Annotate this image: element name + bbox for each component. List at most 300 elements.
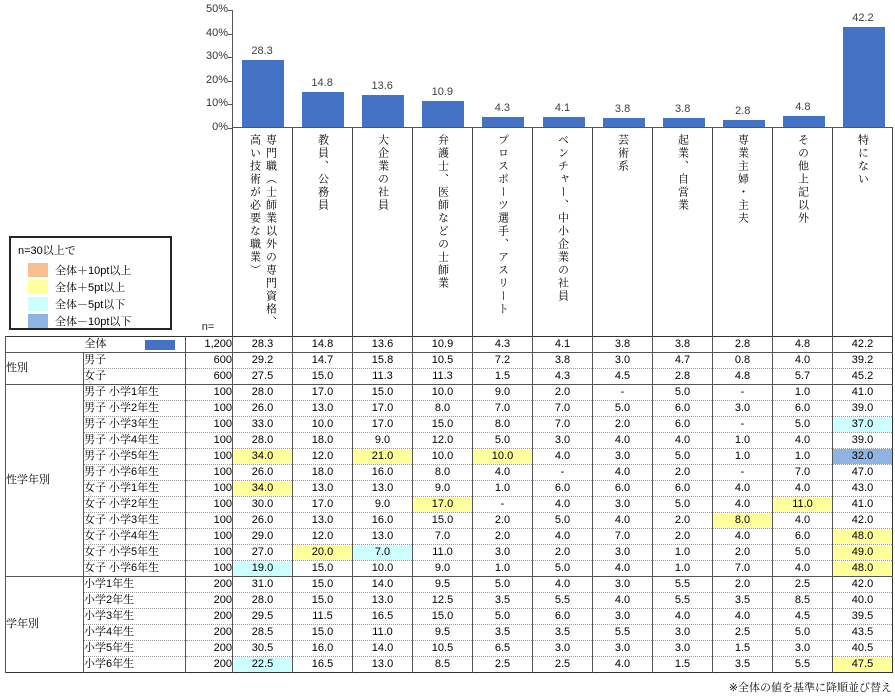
table-row	[6, 561, 893, 577]
value-cell: 2.0	[653, 465, 713, 481]
value-cell: 6.0	[653, 401, 713, 417]
value-cell: 47.5	[833, 657, 893, 673]
bar-value-label: 4.8	[795, 100, 811, 113]
value-cell: 48.0	[833, 529, 893, 545]
value-cell: 7.0	[533, 417, 593, 433]
value-cell: 4.0	[473, 465, 533, 481]
value-cell: 4.3	[473, 337, 533, 353]
value-cell: 1.5	[473, 369, 533, 385]
value-cell: 15.0	[293, 369, 353, 385]
n-cell: 200	[186, 657, 233, 673]
value-cell: 13.0	[353, 657, 413, 673]
value-cell: 11.0	[353, 625, 413, 641]
value-cell: 18.0	[293, 465, 353, 481]
category-label: 教員、公務員	[316, 134, 329, 212]
n-cell: 100	[186, 385, 233, 401]
category-cell	[712, 128, 772, 336]
value-cell: 7.0	[413, 529, 473, 545]
value-cell: -	[593, 385, 653, 401]
value-cell: 29.0	[233, 529, 293, 545]
value-cell: 2.0	[593, 417, 653, 433]
n-equals-label: n=	[201, 321, 215, 333]
value-cell: 16.5	[293, 657, 353, 673]
bar-value-label: 3.8	[675, 103, 691, 116]
value-cell: 1.5	[653, 657, 713, 673]
legend-label: 全体＋10pt以上	[55, 264, 132, 277]
legend-label: 全体＋5pt以上	[55, 281, 126, 294]
value-cell: 9.0	[353, 433, 413, 449]
row-label-cell: 男子 小学2年生	[84, 401, 186, 417]
row-label-cell: 男子	[84, 353, 186, 369]
row-label-cell: 女子 小学5年生	[84, 545, 186, 561]
bar-value-label: 3.8	[614, 103, 631, 116]
value-cell: 5.7	[773, 369, 833, 385]
value-cell: 12.0	[413, 433, 473, 449]
category-label: ベンチャー、中小企業の社員	[556, 134, 569, 303]
value-cell: 10.9	[413, 337, 473, 353]
value-cell: 28.0	[233, 593, 293, 609]
legend-label: 全体－10pt以下	[55, 315, 132, 328]
value-cell: 9.5	[413, 625, 473, 641]
bar-value-label: 13.6	[371, 79, 393, 92]
legend-swatch	[28, 297, 48, 311]
row-label-cell: 小学3年生	[84, 609, 186, 625]
value-cell: 5.5	[773, 657, 833, 673]
value-cell: 34.0	[233, 449, 293, 465]
value-cell: 42.0	[833, 577, 893, 593]
value-cell: 49.0	[833, 545, 893, 561]
value-cell: 26.0	[233, 465, 293, 481]
row-label-cell: 小学4年生	[84, 625, 186, 641]
legend-swatch	[28, 314, 48, 328]
footnote: ※全体の値を基準に降順並び替え	[728, 682, 892, 694]
value-cell: 2.0	[653, 529, 713, 545]
value-cell: 3.0	[533, 433, 593, 449]
value-cell: 27.5	[233, 369, 293, 385]
bar-value-label: 10.9	[431, 86, 454, 99]
value-cell: 3.0	[773, 641, 833, 657]
value-cell: 3.5	[713, 657, 773, 673]
table-row	[6, 577, 893, 593]
data-table	[5, 336, 893, 673]
row-label-cell: 女子	[84, 369, 186, 385]
value-cell: 8.0	[413, 465, 473, 481]
value-cell: 2.8	[653, 369, 713, 385]
category-label: プロスポーツ選手、アスリート	[496, 134, 509, 316]
n-cell: 100	[186, 529, 233, 545]
value-cell: 4.8	[773, 337, 833, 353]
value-cell: 42.2	[833, 337, 893, 353]
value-cell: 5.0	[653, 449, 713, 465]
value-cell: 9.0	[473, 385, 533, 401]
value-cell: -	[533, 465, 593, 481]
row-label-cell: 小学1年生	[84, 577, 186, 593]
bar	[482, 117, 524, 127]
value-cell: 5.0	[773, 545, 833, 561]
category-cell	[532, 128, 592, 336]
value-cell: 3.5	[533, 625, 593, 641]
value-cell: 10.0	[413, 449, 473, 465]
category-label: 芸術系	[616, 134, 629, 173]
value-cell: 14.0	[353, 641, 413, 657]
row-label-cell: 女子 小学3年生	[84, 513, 186, 529]
value-cell: 6.0	[773, 529, 833, 545]
value-cell: 20.0	[293, 545, 353, 561]
n-cell: 100	[186, 465, 233, 481]
value-cell: 4.5	[593, 369, 653, 385]
value-cell: 2.0	[473, 529, 533, 545]
table-row	[6, 433, 893, 449]
value-cell: 5.0	[653, 497, 713, 513]
value-cell: 12.0	[293, 529, 353, 545]
value-cell: 2.5	[713, 625, 773, 641]
value-cell: 11.0	[413, 545, 473, 561]
category-label: その他上記以外	[796, 134, 809, 225]
row-label-cell: 女子 小学1年生	[84, 481, 186, 497]
value-cell: 13.0	[293, 481, 353, 497]
legend-title: n=30以上で	[18, 245, 76, 257]
value-cell: 48.0	[833, 561, 893, 577]
table-row	[6, 497, 893, 513]
y-tick-mark	[228, 57, 232, 58]
value-cell: 1.0	[713, 449, 773, 465]
value-cell: 5.5	[653, 577, 713, 593]
n-cell: 1,200	[186, 337, 233, 353]
value-cell: 5.0	[773, 625, 833, 641]
value-cell: 3.5	[713, 593, 773, 609]
value-cell: 15.0	[293, 561, 353, 577]
category-cell	[232, 128, 292, 336]
n-cell: 100	[186, 545, 233, 561]
value-cell: 39.5	[833, 609, 893, 625]
n-cell: 200	[186, 641, 233, 657]
value-cell: 17.0	[353, 417, 413, 433]
value-cell: 9.5	[413, 577, 473, 593]
value-cell: 8.5	[773, 593, 833, 609]
value-cell: 2.0	[473, 513, 533, 529]
value-cell: 1.0	[713, 433, 773, 449]
value-cell: 30.5	[233, 641, 293, 657]
value-cell: -	[713, 465, 773, 481]
y-tick-label: 30%	[205, 50, 228, 63]
row-label-cell: 女子 小学4年生	[84, 529, 186, 545]
value-cell: 3.0	[593, 545, 653, 561]
y-tick-mark	[228, 10, 232, 11]
value-cell: 10.5	[413, 353, 473, 369]
value-cell: 7.0	[593, 529, 653, 545]
bar-value-label: 4.1	[554, 102, 571, 115]
value-cell: 10.0	[353, 561, 413, 577]
table-row	[6, 545, 893, 561]
value-cell: 3.0	[473, 545, 533, 561]
value-cell: 4.0	[593, 465, 653, 481]
legend-box	[9, 236, 172, 330]
value-cell: 4.0	[653, 433, 713, 449]
value-cell: 10.0	[413, 385, 473, 401]
value-cell: 26.0	[233, 401, 293, 417]
value-cell: 47.0	[833, 465, 893, 481]
table-row	[6, 657, 893, 673]
value-cell: 6.0	[533, 481, 593, 497]
category-cell	[652, 128, 712, 336]
category-label: 弁護士、医師などの士師業	[436, 134, 449, 290]
value-cell: 5.0	[533, 513, 593, 529]
value-cell: 28.3	[233, 337, 293, 353]
table-row	[6, 481, 893, 497]
category-axis	[232, 128, 893, 336]
value-cell: -	[713, 385, 773, 401]
value-cell: 4.0	[533, 497, 593, 513]
bar-value-label: 2.8	[735, 105, 751, 118]
value-cell: 2.5	[533, 657, 593, 673]
value-cell: 4.0	[713, 481, 773, 497]
value-cell: 7.0	[473, 401, 533, 417]
value-cell: 6.0	[653, 481, 713, 497]
value-cell: 5.0	[473, 433, 533, 449]
value-cell: 2.8	[713, 337, 773, 353]
value-cell: 1.0	[653, 561, 713, 577]
legend-swatch	[28, 263, 48, 277]
value-cell: 7.0	[713, 561, 773, 577]
value-cell: 17.0	[353, 401, 413, 417]
row-label-cell: 小学5年生	[84, 641, 186, 657]
value-cell: 2.0	[713, 545, 773, 561]
bar	[723, 120, 765, 127]
legend-item	[28, 296, 166, 311]
legend-item	[28, 279, 166, 294]
value-cell: 8.5	[413, 657, 473, 673]
value-cell: 21.0	[353, 449, 413, 465]
group-cell: 性学年別	[6, 385, 84, 577]
row-label-cell: 男子 小学3年生	[84, 417, 186, 433]
value-cell: 29.5	[233, 609, 293, 625]
value-cell: 5.5	[653, 593, 713, 609]
y-tick-label: 40%	[205, 26, 228, 39]
y-tick-mark	[228, 104, 232, 105]
row-label-cell: 小学6年生	[84, 657, 186, 673]
value-cell: 2.0	[533, 545, 593, 561]
row-label-cell: 男子 小学4年生	[84, 433, 186, 449]
bar	[422, 101, 464, 127]
y-tick-mark	[228, 34, 232, 35]
value-cell: 15.0	[413, 609, 473, 625]
value-cell: 1.0	[773, 449, 833, 465]
value-cell: 3.8	[533, 353, 593, 369]
y-tick-mark	[228, 81, 232, 82]
table-row	[6, 465, 893, 481]
n-cell: 100	[186, 497, 233, 513]
value-cell: 7.0	[533, 401, 593, 417]
category-label: 大企業の社員	[376, 134, 389, 212]
value-cell: 8.0	[473, 417, 533, 433]
value-cell: 42.0	[833, 513, 893, 529]
value-cell: 5.0	[773, 417, 833, 433]
value-cell: 6.0	[593, 481, 653, 497]
value-cell: 4.0	[773, 481, 833, 497]
group-cell: 性別	[6, 353, 84, 385]
value-cell: 43.5	[833, 625, 893, 641]
value-cell: 17.0	[413, 497, 473, 513]
table-row	[6, 369, 893, 385]
category-label: 専業主婦・主夫	[736, 134, 749, 225]
value-cell: 18.0	[293, 433, 353, 449]
value-cell: 7.0	[353, 545, 413, 561]
value-cell: 17.0	[293, 497, 353, 513]
table-row	[6, 513, 893, 529]
value-cell: 3.0	[593, 577, 653, 593]
value-cell: 40.0	[833, 593, 893, 609]
value-cell: 5.0	[653, 385, 713, 401]
value-cell: 4.0	[593, 433, 653, 449]
table-row	[6, 641, 893, 657]
bar	[302, 92, 344, 127]
legend-item	[28, 262, 166, 277]
table-row	[6, 353, 893, 369]
value-cell: 2.5	[473, 657, 533, 673]
value-cell: 12.5	[413, 593, 473, 609]
value-cell: 43.0	[833, 481, 893, 497]
value-cell: 6.0	[533, 609, 593, 625]
value-cell: 16.0	[293, 641, 353, 657]
value-cell: 11.3	[353, 369, 413, 385]
value-cell: 37.0	[833, 417, 893, 433]
bar	[242, 60, 284, 127]
value-cell: 4.0	[653, 609, 713, 625]
n-cell: 200	[186, 593, 233, 609]
value-cell: 8.0	[713, 513, 773, 529]
value-cell: 3.0	[593, 609, 653, 625]
n-cell: 100	[186, 417, 233, 433]
value-cell: 4.3	[533, 369, 593, 385]
value-cell: 39.0	[833, 401, 893, 417]
row-label: 全体	[84, 338, 107, 350]
category-cell	[412, 128, 472, 336]
value-cell: 2.5	[773, 577, 833, 593]
value-cell: 3.5	[473, 625, 533, 641]
category-cell	[472, 128, 532, 336]
value-cell: 9.0	[413, 561, 473, 577]
value-cell: 3.0	[593, 497, 653, 513]
category-cell	[292, 128, 352, 336]
value-cell: 33.0	[233, 417, 293, 433]
n-cell: 100	[186, 513, 233, 529]
table-row	[6, 625, 893, 641]
value-cell: 5.5	[593, 625, 653, 641]
bar	[783, 116, 825, 127]
value-cell: 4.0	[533, 449, 593, 465]
value-cell: 13.0	[353, 481, 413, 497]
legend-label: 全体－5pt以下	[55, 298, 126, 311]
value-cell: 5.5	[533, 593, 593, 609]
value-cell: 4.0	[713, 529, 773, 545]
bar	[843, 27, 885, 127]
category-cell	[832, 128, 892, 336]
table-row	[6, 529, 893, 545]
value-cell: 4.0	[773, 433, 833, 449]
row-label-cell: 男子 小学6年生	[84, 465, 186, 481]
value-cell: 5.0	[593, 401, 653, 417]
value-cell: 10.0	[293, 417, 353, 433]
value-cell: 2.0	[653, 513, 713, 529]
value-cell: 34.0	[233, 481, 293, 497]
value-cell: 0.8	[713, 353, 773, 369]
value-cell: 3.0	[533, 641, 593, 657]
value-cell: 4.0	[533, 529, 593, 545]
value-cell: 28.0	[233, 385, 293, 401]
value-cell: 7.0	[773, 465, 833, 481]
value-cell: 1.0	[473, 561, 533, 577]
value-cell: 1.5	[713, 641, 773, 657]
value-cell: 41.0	[833, 497, 893, 513]
bar-value-label: 14.8	[311, 77, 333, 90]
value-cell: 2.0	[533, 385, 593, 401]
value-cell: 4.0	[773, 561, 833, 577]
value-cell: 4.0	[773, 353, 833, 369]
value-cell: 11.5	[293, 609, 353, 625]
value-cell: 4.7	[653, 353, 713, 369]
value-cell: 39.2	[833, 353, 893, 369]
value-cell: 9.0	[353, 497, 413, 513]
value-cell: 15.0	[293, 625, 353, 641]
value-cell: 10.5	[413, 641, 473, 657]
value-cell: 15.0	[413, 513, 473, 529]
table-row	[6, 417, 893, 433]
value-cell: 4.0	[593, 593, 653, 609]
category-cell	[592, 128, 652, 336]
n-cell: 100	[186, 433, 233, 449]
n-cell: 100	[186, 481, 233, 497]
table-row	[6, 609, 893, 625]
value-cell: 4.1	[533, 337, 593, 353]
value-cell: 41.0	[833, 385, 893, 401]
value-cell: 14.8	[293, 337, 353, 353]
value-cell: 4.0	[713, 497, 773, 513]
value-cell: 32.0	[833, 449, 893, 465]
value-cell: 11.0	[773, 497, 833, 513]
value-cell: 8.0	[413, 401, 473, 417]
value-cell: 5.0	[473, 577, 533, 593]
value-cell: 4.8	[713, 369, 773, 385]
legend-items	[18, 262, 166, 328]
value-cell: 1.0	[773, 385, 833, 401]
value-cell: 3.0	[653, 641, 713, 657]
value-cell: 40.5	[833, 641, 893, 657]
bar	[543, 117, 585, 127]
value-cell: 5.0	[473, 609, 533, 625]
value-cell: 13.0	[353, 593, 413, 609]
value-cell: 1.0	[653, 545, 713, 561]
value-cell: 7.2	[473, 353, 533, 369]
value-cell: 4.0	[593, 513, 653, 529]
value-cell: 3.8	[653, 337, 713, 353]
value-cell: 3.0	[653, 625, 713, 641]
value-cell: 3.0	[593, 449, 653, 465]
table-row	[6, 337, 893, 353]
group-cell: 学年別	[6, 577, 84, 673]
value-cell: 28.0	[233, 433, 293, 449]
value-cell: 13.0	[353, 529, 413, 545]
value-cell: 4.0	[533, 577, 593, 593]
bar	[663, 118, 705, 127]
y-tick-mark	[228, 128, 232, 129]
category-cell	[772, 128, 832, 336]
value-cell: 14.7	[293, 353, 353, 369]
value-cell: 30.0	[233, 497, 293, 513]
total-row-label-cell	[6, 337, 186, 353]
value-cell: 28.5	[233, 625, 293, 641]
legend-swatch	[28, 280, 48, 294]
row-label-cell: 女子 小学2年生	[84, 497, 186, 513]
